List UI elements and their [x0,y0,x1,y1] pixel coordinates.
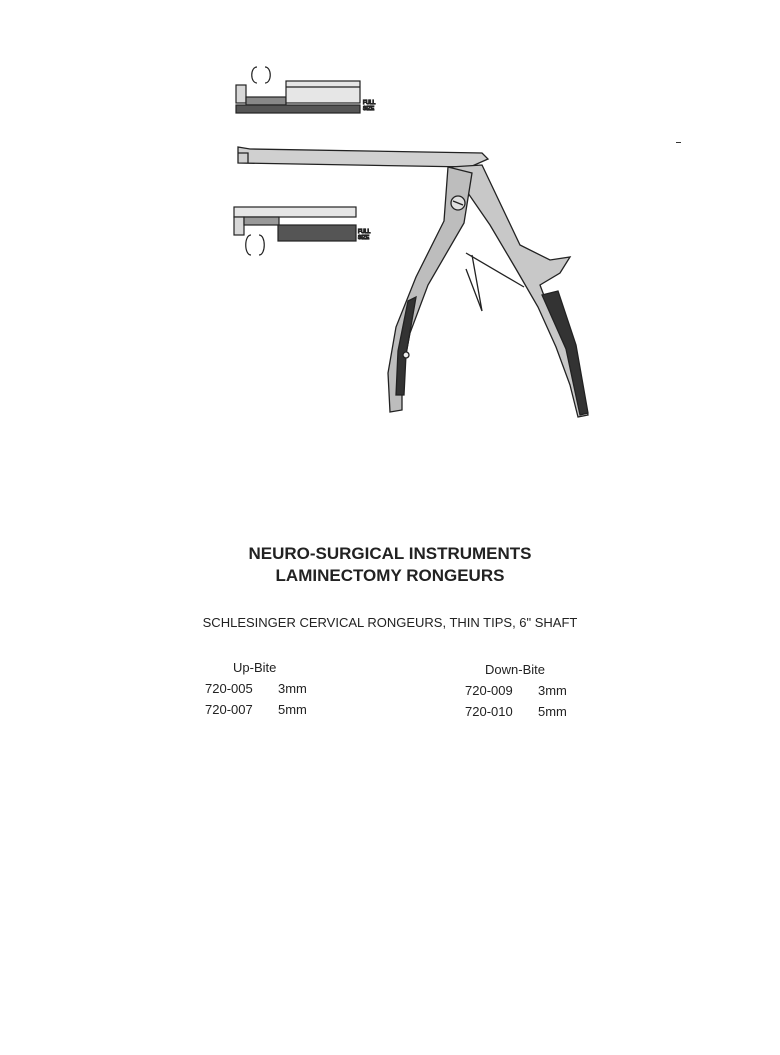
down-bite-list [465,662,567,725]
down-bite-tip-detail [234,207,370,255]
list-item [465,704,567,725]
up-bite-title: Up-Bite [233,660,277,675]
item-code: 720-007 [205,702,253,717]
full-size-label-2: SIZE [363,106,375,112]
item-size: 5mm [538,704,567,719]
full-size-label-3: FULL [358,229,371,235]
rongeur-illustration [220,55,610,425]
full-size-label-1: FULL [363,100,376,106]
stray-mark [676,142,681,143]
rongeur-instrument [238,147,588,417]
list-item [205,681,307,702]
full-size-label-4: SIZE [358,235,370,241]
list-item [205,702,307,723]
list-item [465,683,567,704]
up-bite-tip-detail [236,67,375,113]
item-size: 3mm [278,681,307,696]
item-size: 3mm [538,683,567,698]
up-bite-list [205,660,307,723]
item-size: 5mm [278,702,307,717]
item-code: 720-009 [465,683,513,698]
item-code: 720-010 [465,704,513,719]
down-bite-title: Down-Bite [485,662,545,677]
item-code: 720-005 [205,681,253,696]
catalog-subtitle-heading: LAMINECTOMY RONGEURS [275,566,505,585]
catalog-title: NEURO-SURGICAL INSTRUMENTS [248,544,532,563]
product-description: SCHLESINGER CERVICAL RONGEURS, THIN TIPS, 6" SHAFT [202,615,578,630]
